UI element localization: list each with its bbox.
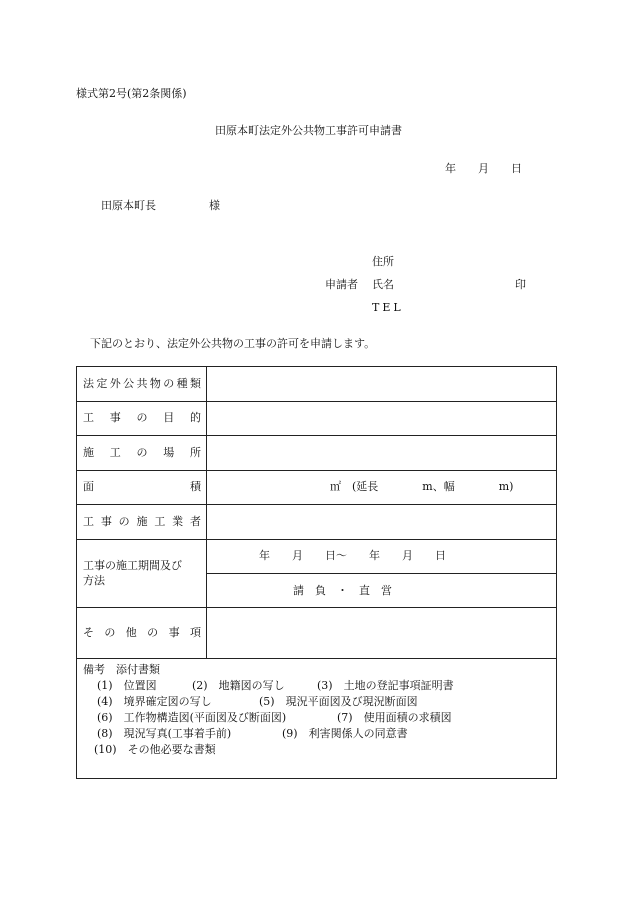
form-number: 様式第2号(第2条関係) bbox=[76, 87, 187, 100]
addressee: 田原本町長 bbox=[101, 199, 156, 212]
intro-statement: 下記のとおり、法定外公共物の工事の許可を申請します。 bbox=[90, 337, 376, 350]
document-title: 田原本町法定外公共物工事許可申請書 bbox=[215, 124, 402, 137]
label-area: 面 積 bbox=[83, 480, 201, 493]
label-period-and-method-line1: 工事の施工期間及び bbox=[83, 559, 182, 572]
notes-line bbox=[83, 710, 454, 726]
attachment-item: (2) 地籍図の写し bbox=[192, 679, 285, 692]
label-other-matters: そ の 他 の 事 項 bbox=[83, 626, 201, 639]
attachment-item: (9) 利害関係人の同意書 bbox=[282, 727, 408, 740]
label-public-property-type: 法 定 外 公 共 物 の 種 類 bbox=[83, 377, 201, 390]
applicant-role-label: 申請者 bbox=[325, 278, 358, 291]
seal-mark: 印 bbox=[515, 278, 526, 291]
notes-heading: 備考 添付書類 bbox=[83, 663, 160, 676]
value-construction-method[interactable]: 請 負 ・ 直 営 bbox=[293, 584, 392, 597]
label-work-purpose: 工 事 の 目 的 bbox=[83, 411, 201, 424]
label-period-and-method-line2: 方法 bbox=[83, 574, 105, 587]
attachment-item: (10) その他必要な書類 bbox=[94, 743, 216, 756]
attachments-notes bbox=[83, 662, 454, 758]
value-construction-location[interactable] bbox=[207, 436, 556, 470]
value-area[interactable]: ㎡ (延長 m、幅 m) bbox=[330, 480, 514, 493]
attachment-item: (4) 境界確定図の写し bbox=[97, 695, 212, 708]
name-label: 氏名 bbox=[372, 278, 394, 291]
notes-line bbox=[83, 678, 454, 694]
attachment-item: (1) 位置図 bbox=[97, 679, 157, 692]
attachment-item: (7) 使用面積の求積図 bbox=[337, 711, 452, 724]
label-construction-location: 施 工 の 場 所 bbox=[83, 446, 201, 459]
attachment-item: (5) 現況平面図及び現況断面図 bbox=[259, 695, 418, 708]
notes-line bbox=[83, 742, 454, 758]
attachment-item: (8) 現況写真(工事着手前) bbox=[97, 727, 232, 740]
label-contractor: 工 事 の 施 工 業 者 bbox=[83, 515, 201, 528]
application-form-table bbox=[76, 366, 557, 779]
value-other-matters[interactable] bbox=[207, 608, 556, 658]
address-label: 住所 bbox=[372, 255, 394, 268]
value-work-purpose[interactable] bbox=[207, 402, 556, 435]
value-construction-period[interactable]: 年 月 日〜 年 月 日 bbox=[259, 549, 446, 562]
tel-label: TEL bbox=[372, 301, 404, 314]
addressee-suffix: 様 bbox=[209, 199, 220, 212]
attachment-item: (6) 工作物構造図(平面図及び断面図) bbox=[97, 711, 287, 724]
value-public-property-type[interactable] bbox=[207, 367, 556, 401]
notes-line bbox=[83, 694, 454, 710]
value-contractor[interactable] bbox=[207, 505, 556, 539]
notes-line bbox=[83, 726, 454, 742]
date-line: 年 月 日 bbox=[445, 162, 522, 175]
attachment-item: (3) 土地の登記事項証明書 bbox=[317, 679, 454, 692]
